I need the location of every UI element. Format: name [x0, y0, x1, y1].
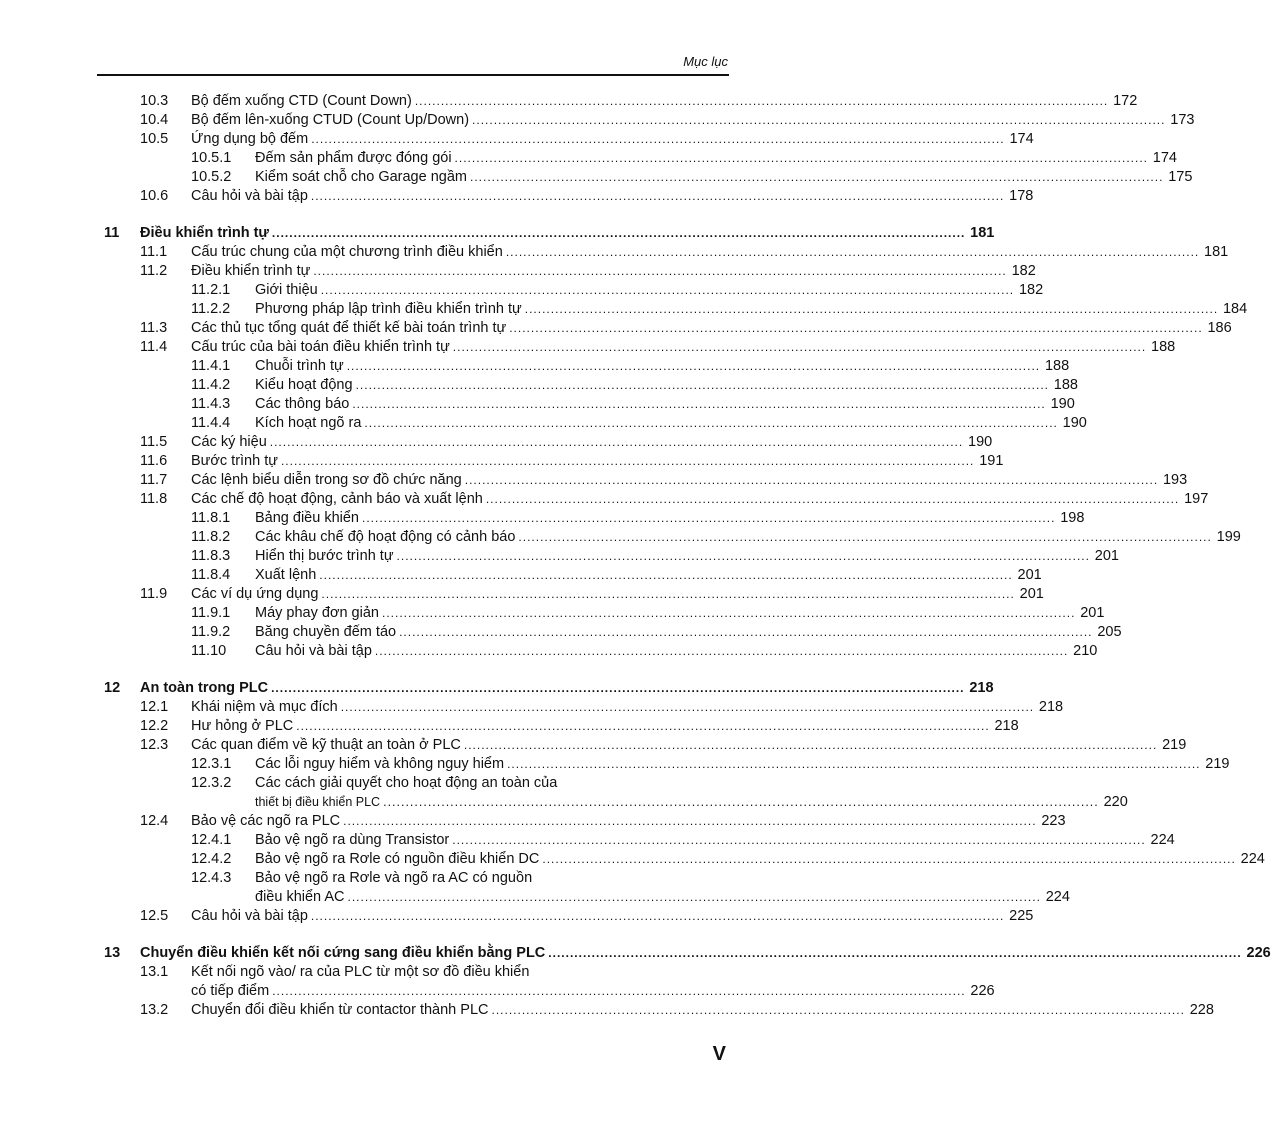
toc-entry[interactable] — [0, 566, 1042, 585]
toc-entry[interactable] — [0, 1001, 1214, 1020]
toc-entry-number: 11.5 — [140, 434, 168, 450]
toc-entry[interactable] — [0, 717, 1019, 736]
toc-entry-number: 10.6 — [140, 188, 169, 204]
toc-entry[interactable] — [0, 963, 816, 982]
dot-leader: ................................................................................................................................................................ — [542, 852, 1236, 866]
toc-entry-number: 11.9.1 — [191, 605, 231, 621]
toc-entry-title: Các thủ tục tổng quát để thiết kế bài toán trình tự — [191, 320, 507, 336]
toc-entry-number: 12.3 — [140, 737, 169, 753]
toc-entry-title: Máy phay đơn giản — [255, 605, 379, 621]
toc-entry-number: 11.6 — [140, 453, 168, 469]
toc-entry-title: Các lệnh biểu diễn trong sơ đồ chức năng — [191, 472, 462, 488]
toc-entry[interactable] — [0, 338, 1176, 357]
toc-entry-page: 188 — [1151, 339, 1176, 355]
toc-entry-page: 186 — [1207, 320, 1232, 336]
toc-entry-number: 13.2 — [140, 1002, 169, 1018]
dot-leader: ................................................................................................................................................................ — [319, 568, 1013, 582]
section-gap — [0, 926, 816, 944]
toc-entry[interactable] — [0, 243, 1229, 262]
toc-entry-number: 10.3 — [140, 93, 169, 109]
toc-entry-page: 178 — [1009, 188, 1034, 204]
toc-entry-text — [191, 262, 1036, 281]
toc-entry-page: 201 — [1017, 567, 1042, 583]
toc-entry[interactable] — [0, 604, 1105, 623]
toc-entry-page: 226 — [1246, 945, 1271, 961]
toc-entry-text — [140, 944, 1271, 963]
toc-entry-text — [191, 736, 1187, 755]
dot-leader: ................................................................................................................................................................ — [313, 264, 1007, 278]
dot-leader: ................................................................................................................................................................ — [463, 738, 1158, 752]
toc-entry-text — [191, 1001, 1214, 1020]
toc-entry-page: 223 — [1041, 813, 1066, 829]
toc-entry-text — [191, 111, 1195, 130]
toc-entry[interactable] — [0, 490, 1209, 509]
dot-leader: ................................................................................................................................................................ — [343, 814, 1037, 828]
toc-entry-page: 174 — [1152, 150, 1177, 166]
toc-entry[interactable] — [0, 281, 1044, 300]
toc-entry-number: 11.8.3 — [191, 548, 231, 564]
toc-entry-title: Chuyển điều khiển kết nối cứng sang điều khiển bằng PLC — [140, 945, 546, 961]
toc-entry-text — [255, 414, 1087, 433]
toc-entry-title: Kết nối ngõ vào/ ra của PLC từ một sơ đồ điều khiển — [191, 964, 530, 980]
toc-entry-title: Bảo vệ ngõ ra dùng Transistor — [255, 832, 450, 848]
toc-entry-title: Điều khiển trình tự — [191, 263, 311, 279]
toc-entry[interactable] — [0, 528, 1241, 547]
toc-entry-title: Các ví dụ ứng dụng — [191, 586, 319, 602]
toc-entry-number: 12.1 — [140, 699, 169, 715]
header-rule — [97, 74, 729, 76]
dot-leader: ................................................................................................................................................................ — [548, 946, 1242, 960]
toc-entry[interactable] — [0, 149, 1177, 168]
toc-entry-number: 11.2.2 — [191, 301, 231, 317]
toc-entry-page: 201 — [1094, 548, 1119, 564]
toc-entry-number: 11.4.1 — [191, 358, 231, 374]
dot-leader: ................................................................................................................................................................ — [362, 511, 1056, 525]
toc-entry-page: 190 — [1050, 396, 1075, 412]
toc-entry-text — [191, 187, 1034, 206]
toc-entry-page: 218 — [1038, 699, 1064, 715]
toc-entry-text — [255, 357, 1070, 376]
toc-entry-number: 13 — [104, 945, 121, 961]
toc-entry-text — [191, 490, 1209, 509]
toc-entry-title: Bước trình tự — [191, 453, 278, 469]
toc-entry-number: 12.3.2 — [191, 775, 232, 791]
dot-leader: ................................................................................................................................................................ — [272, 984, 966, 998]
toc-entry-title: Hiển thị bước trình tự — [255, 548, 394, 564]
toc-entry[interactable] — [0, 452, 1004, 471]
toc-entry-text — [255, 281, 1044, 300]
toc-entry-title: Các chế độ hoạt động, cảnh báo và xuất lệnh — [191, 491, 483, 507]
toc-entry-title: Ứng dụng bộ đếm — [191, 131, 309, 147]
toc-entry-text — [191, 812, 1066, 831]
toc-entry-number: 11.8 — [140, 491, 168, 507]
toc-entry[interactable] — [0, 168, 1193, 187]
toc-entry-title: Các ký hiệu — [191, 434, 267, 450]
toc-entry-page: 224 — [1240, 851, 1265, 867]
toc-entry-number: 11.9 — [140, 586, 168, 602]
toc-entry-title: điều khiển AC — [255, 889, 345, 905]
toc-entry-text — [255, 642, 1098, 661]
toc-entry[interactable] — [0, 262, 1036, 281]
toc-entry-page: 191 — [979, 453, 1004, 469]
section-gap — [0, 206, 816, 224]
toc-entry-text — [191, 963, 728, 982]
toc-entry-number: 12.3.1 — [191, 756, 232, 772]
section-gap — [0, 661, 816, 679]
dot-leader: ................................................................................................................................................................ — [310, 189, 1005, 203]
toc-entry-number: 11 — [104, 225, 120, 241]
toc-entry-title: Các quan điểm về kỹ thuật an toàn ở PLC — [191, 737, 461, 753]
toc-entry-page: 224 — [1045, 889, 1070, 905]
toc-entry-title: Kích hoạt ngõ ra — [255, 415, 362, 431]
toc-entry[interactable] — [0, 111, 1195, 130]
page-number: V — [712, 1043, 726, 1065]
toc-entry-title: Cấu trúc của bài toán điều khiển trình tự — [191, 339, 450, 355]
toc-entry-title: Băng chuyền đếm táo — [255, 624, 397, 640]
toc-entry-page: 188 — [1053, 377, 1078, 393]
toc-entry-text — [255, 300, 1248, 319]
dot-leader: ................................................................................................................................................................ — [352, 397, 1046, 411]
toc-entry[interactable] — [0, 698, 1064, 717]
toc-entry-title: Bộ đếm lên-xuống CTUD (Count Up/Down) — [191, 112, 470, 128]
toc-entry[interactable] — [0, 414, 1087, 433]
toc-entry-page: 190 — [1062, 415, 1087, 431]
dot-leader: ................................................................................................................................................................ — [381, 606, 1076, 620]
toc-entry-number: 11.3 — [140, 320, 168, 336]
toc-entry-number: 12.4.1 — [191, 832, 232, 848]
toc-entry[interactable] — [0, 888, 1070, 907]
toc-entry-title: Các khâu chế độ hoạt động có cảnh báo — [255, 529, 516, 545]
toc-entry-number: 13.1 — [140, 964, 169, 980]
toc-entry-title: Phương pháp lập trình điều khiển trình tự — [255, 301, 522, 317]
toc-entry-text — [191, 585, 1044, 604]
dot-leader: ................................................................................................................................................................ — [452, 340, 1147, 354]
toc-entry-title: Bộ đếm xuống CTD (Count Down) — [191, 93, 412, 109]
dot-leader: ................................................................................................................................................................ — [280, 454, 975, 468]
dot-leader: ................................................................................................................................................................ — [364, 416, 1058, 430]
toc-entry-title: Chuỗi trình tự — [255, 358, 344, 374]
toc-entry-page: 205 — [1097, 624, 1122, 640]
toc-entry-number: 11.2.1 — [191, 282, 231, 298]
dot-leader: ................................................................................................................................................................ — [320, 283, 1015, 297]
toc-entry[interactable] — [0, 642, 1098, 661]
toc-chapter-entry[interactable] — [0, 679, 994, 698]
toc-entry-text — [255, 869, 728, 888]
toc-entry[interactable] — [0, 982, 995, 1001]
toc-entry-title: An toàn trong PLC — [140, 680, 269, 696]
toc-entry[interactable] — [0, 357, 1070, 376]
toc-entry-title: Câu hỏi và bài tập — [191, 908, 308, 924]
dot-leader: ................................................................................................................................................................ — [399, 625, 1093, 639]
toc-entry[interactable] — [0, 585, 1044, 604]
toc-entry-text — [255, 149, 1177, 168]
toc-entry-text — [255, 168, 1193, 187]
toc-entry-number: 11.7 — [140, 472, 168, 488]
toc-entry-page: 198 — [1060, 510, 1085, 526]
toc-entry-number: 12.5 — [140, 908, 169, 924]
toc-entry-page: 172 — [1113, 93, 1138, 109]
toc-entry-number: 11.4.2 — [191, 377, 231, 393]
toc-entry-title: Xuất lệnh — [255, 567, 317, 583]
toc-entry[interactable] — [0, 547, 1119, 566]
toc-entry-title: Câu hỏi và bài tập — [191, 188, 308, 204]
toc-entry-page: 199 — [1216, 529, 1241, 545]
dot-leader: ................................................................................................................................................................ — [383, 795, 1099, 809]
dot-leader: ................................................................................................................................................................ — [374, 644, 1069, 658]
toc-entry-text — [255, 376, 1078, 395]
toc-entry[interactable] — [0, 907, 1034, 926]
dot-leader: ................................................................................................................................................................ — [321, 587, 1015, 601]
toc-entry-text — [191, 130, 1034, 149]
dot-leader: ................................................................................................................................................................ — [296, 719, 990, 733]
toc-entry-title: Bảng điều khiển — [255, 510, 359, 526]
toc-entry[interactable] — [0, 812, 1066, 831]
toc-entry-number: 12.4.3 — [191, 870, 232, 886]
dot-leader: ................................................................................................................................................................ — [269, 435, 964, 449]
toc-entry-title: Kiểm soát chỗ cho Garage ngầm — [255, 169, 467, 185]
toc-entry-title: Cấu trúc chung của một chương trình điều khiển — [191, 244, 503, 260]
toc-entry-page: 184 — [1222, 301, 1248, 317]
toc-entry-page: 181 — [970, 225, 995, 241]
dot-leader: ................................................................................................................................................................ — [271, 681, 965, 695]
toc-chapter-entry[interactable] — [0, 944, 1271, 963]
toc-entry[interactable] — [0, 187, 1034, 206]
toc-entry-page: 210 — [1073, 643, 1098, 659]
dot-leader: ................................................................................................................................................................ — [491, 1003, 1185, 1017]
dot-leader: ................................................................................................................................................................ — [454, 151, 1148, 165]
toc-entry-page: 175 — [1168, 169, 1193, 185]
toc-entry-number: 12.4.2 — [191, 851, 232, 867]
dot-leader: ................................................................................................................................................................ — [347, 890, 1041, 904]
toc-entry[interactable] — [0, 319, 1232, 338]
toc-entry-number: 11.8.4 — [191, 567, 231, 583]
dot-leader: ................................................................................................................................................................ — [452, 833, 1146, 847]
toc-entry-title: Bảo vệ ngõ ra Rơle và ngõ ra AC có nguồn — [255, 870, 533, 886]
toc-entry-number: 12 — [104, 680, 121, 696]
toc-entry[interactable] — [0, 831, 1175, 850]
toc-entry-text — [255, 528, 1241, 547]
toc-entry-number: 12.2 — [140, 718, 169, 734]
toc-entry-text — [255, 604, 1105, 623]
running-header: Mục lục — [683, 54, 728, 69]
toc-entry-text — [191, 717, 1019, 736]
dot-leader: ................................................................................................................................................................ — [414, 94, 1109, 108]
toc-entry-title: Hư hỏng ở PLC — [191, 718, 294, 734]
toc-entry-page: 181 — [1204, 244, 1229, 260]
toc-entry-title: có tiếp điểm — [191, 983, 270, 999]
toc-entry-text — [255, 774, 728, 793]
toc-entry-number: 12.4 — [140, 813, 169, 829]
toc-entry-title: Câu hỏi và bài tập — [255, 643, 372, 659]
toc-entry[interactable] — [0, 623, 1122, 642]
toc-entry-number: 10.5 — [140, 131, 169, 147]
toc-entry-text — [191, 92, 1138, 111]
toc-entry[interactable] — [0, 509, 1085, 528]
toc-entry[interactable] — [0, 300, 1248, 319]
toc-chapter-entry[interactable] — [0, 224, 995, 243]
toc-entry[interactable] — [0, 736, 1187, 755]
toc-entry-text — [255, 509, 1085, 528]
toc-entry-page: 228 — [1189, 1002, 1214, 1018]
dot-leader: ................................................................................................................................................................ — [340, 700, 1035, 714]
toc-entry-text — [255, 547, 1119, 566]
dot-leader: ................................................................................................................................................................ — [524, 302, 1219, 316]
toc-entry[interactable] — [0, 471, 1188, 490]
toc-entry-page: 182 — [1011, 263, 1036, 279]
toc-entry-text — [140, 224, 995, 243]
toc-entry-title: Các cách giải quyết cho hoạt động an toàn của — [255, 775, 558, 791]
toc-entry-page: 174 — [1009, 131, 1034, 147]
toc-entry-number: 10.4 — [140, 112, 169, 128]
dot-leader: ................................................................................................................................................................ — [355, 378, 1049, 392]
toc-entry-number: 10.5.1 — [191, 150, 232, 166]
toc-entry-text — [255, 793, 1128, 812]
toc-entry-text — [191, 471, 1188, 490]
table-of-contents — [0, 92, 1271, 1020]
toc-entry-number: 11.2 — [140, 263, 168, 279]
toc-entry-title: Đếm sản phẩm được đóng gói — [255, 150, 452, 166]
toc-entry-text — [255, 755, 1230, 774]
toc-entry[interactable] — [0, 376, 1078, 395]
toc-entry-title: Giới thiệu — [255, 282, 318, 298]
dot-leader: ................................................................................................................................................................ — [469, 170, 1164, 184]
toc-entry[interactable] — [0, 130, 1034, 149]
dot-leader: ................................................................................................................................................................ — [485, 492, 1180, 506]
dot-leader: ................................................................................................................................................................ — [472, 113, 1166, 127]
toc-entry-title: Bảo vệ các ngõ ra PLC — [191, 813, 341, 829]
toc-entry-text — [255, 831, 1175, 850]
toc-entry-page: 197 — [1184, 491, 1209, 507]
toc-entry-text — [191, 907, 1034, 926]
toc-entry-page: 201 — [1019, 586, 1044, 602]
toc-entry-text — [255, 395, 1075, 414]
toc-entry-page: 182 — [1018, 282, 1044, 298]
toc-entry-page: 173 — [1170, 112, 1195, 128]
toc-entry-number: 11.9.2 — [191, 624, 231, 640]
dot-leader: ................................................................................................................................................................ — [271, 226, 966, 240]
toc-entry-page: 225 — [1009, 908, 1034, 924]
toc-entry[interactable] — [0, 755, 1230, 774]
toc-entry-title: Bảo vệ ngõ ra Rơle có nguồn điều khiển DC — [255, 851, 540, 867]
toc-entry-page: 220 — [1103, 794, 1128, 810]
toc-entry-title: Các lỗi nguy hiểm và không nguy hiểm — [255, 756, 505, 772]
toc-entry[interactable] — [0, 395, 1075, 414]
toc-entry-text — [255, 623, 1122, 642]
toc-entry-page: 218 — [969, 680, 994, 696]
toc-entry-page: 188 — [1044, 358, 1070, 374]
toc-entry[interactable] — [0, 793, 1128, 812]
toc-entry-text — [140, 679, 994, 698]
toc-entry[interactable] — [0, 850, 1265, 869]
dot-leader: ................................................................................................................................................................ — [396, 549, 1090, 563]
toc-entry-number: 11.4 — [140, 339, 168, 355]
toc-entry-number: 11.8.2 — [191, 529, 231, 545]
toc-entry-number: 10.5.2 — [191, 169, 232, 185]
toc-entry-title: thiết bị điều khiển PLC — [255, 795, 381, 809]
dot-leader: ................................................................................................................................................................ — [509, 321, 1203, 335]
toc-entry-page: 219 — [1162, 737, 1187, 753]
toc-entry-page: 218 — [994, 718, 1019, 734]
dot-leader: ................................................................................................................................................................ — [507, 757, 1201, 771]
dot-leader: ................................................................................................................................................................ — [310, 909, 1005, 923]
toc-entry[interactable] — [0, 433, 993, 452]
toc-entry-text — [191, 243, 1229, 262]
toc-entry-page: 193 — [1162, 472, 1188, 488]
toc-entry-title: Khái niệm và mục đích — [191, 699, 338, 715]
toc-entry-text — [191, 319, 1232, 338]
toc-entry-title: Chuyển đổi điều khiển từ contactor thành PLC — [191, 1002, 489, 1018]
toc-entry-text — [191, 982, 995, 1001]
toc-entry-page: 226 — [970, 983, 995, 999]
toc-entry[interactable] — [0, 774, 816, 793]
toc-entry-number: 11.1 — [140, 244, 168, 260]
toc-entry-number: 11.8.1 — [191, 510, 231, 526]
dot-leader: ................................................................................................................................................................ — [311, 132, 1005, 146]
dot-leader: ................................................................................................................................................................ — [518, 530, 1212, 544]
toc-entry-title: Kiểu hoạt động — [255, 377, 353, 393]
toc-entry[interactable] — [0, 92, 1138, 111]
toc-entry-text — [191, 433, 993, 452]
toc-entry-title: Điều khiển trình tự — [140, 225, 269, 241]
toc-entry-page: 219 — [1205, 756, 1230, 772]
toc-entry-number: 11.4.4 — [191, 415, 231, 431]
toc-entry-text — [191, 698, 1064, 717]
toc-entry-title: Các thông báo — [255, 396, 350, 412]
toc-entry-text — [191, 452, 1004, 471]
dot-leader: ................................................................................................................................................................ — [505, 245, 1200, 259]
toc-entry-page: 201 — [1080, 605, 1105, 621]
toc-entry[interactable] — [0, 869, 816, 888]
toc-entry-text — [255, 888, 1070, 907]
toc-entry-number: 11.4.3 — [191, 396, 231, 412]
toc-entry-text — [191, 338, 1176, 357]
dot-leader: ................................................................................................................................................................ — [346, 359, 1041, 373]
toc-entry-page: 224 — [1150, 832, 1175, 848]
toc-entry-text — [255, 566, 1042, 585]
toc-entry-number: 11.10 — [191, 643, 227, 659]
dot-leader: ................................................................................................................................................................ — [464, 473, 1159, 487]
toc-entry-text — [255, 850, 1265, 869]
toc-entry-page: 190 — [968, 434, 993, 450]
